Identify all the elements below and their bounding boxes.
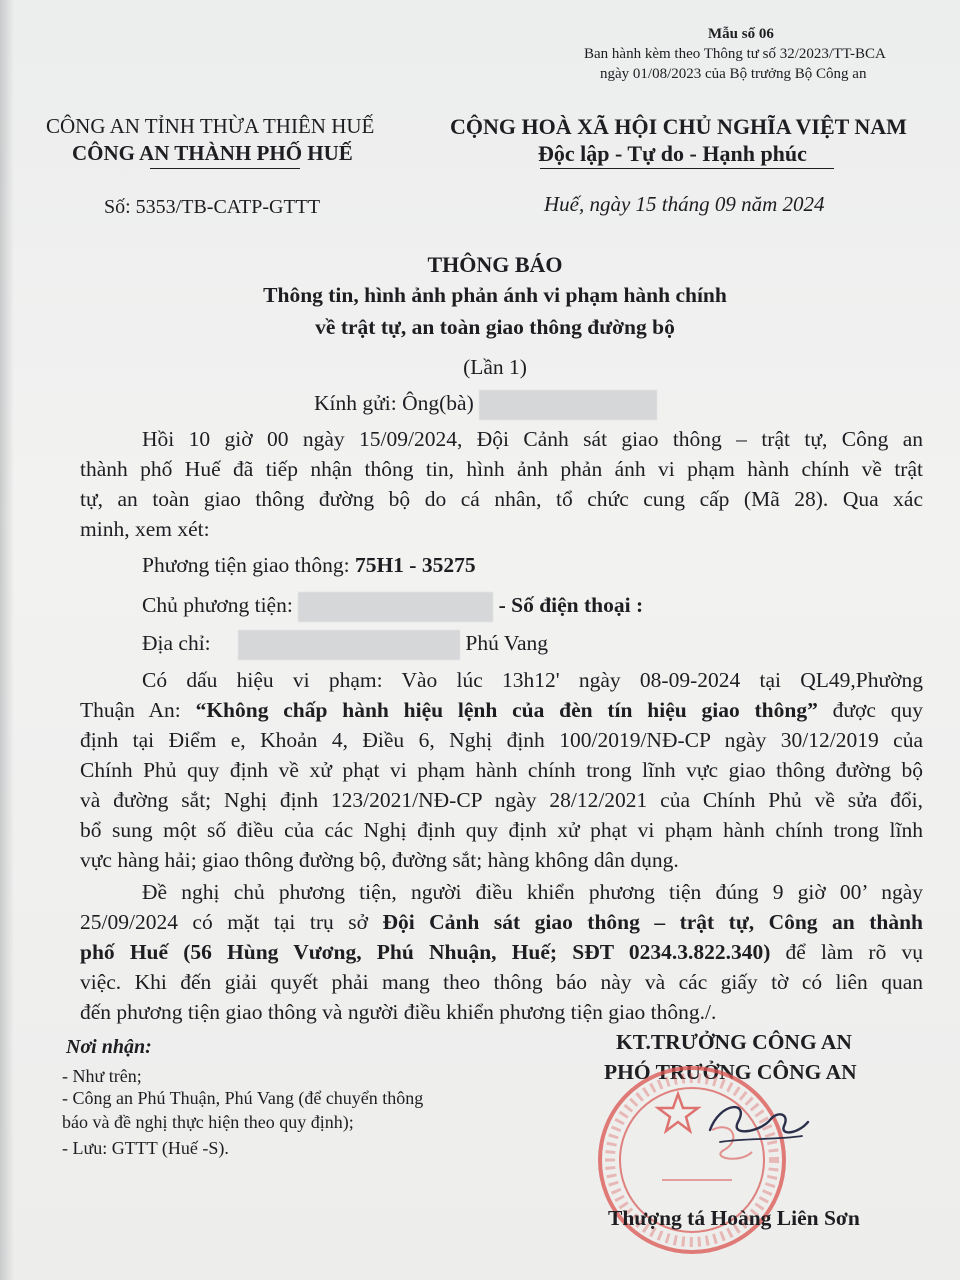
phone-label: - Số điện thoại : [498,593,644,617]
form-issued-line2: ngày 01/08/2023 của Bộ trưởng Bộ Công an [600,66,867,82]
vehicle-label: Phương tiện giao thông: [142,553,355,577]
intro-line-1: Hồi 10 giờ 00 ngày 15/09/2024, Đội Cảnh sát giao thông – trật tự, Công an [142,427,923,451]
violation-line-1: Có dấu hiệu vi phạm: Vào lúc 13h12' ngày 08-09-2024 tại QL49,Phường [142,668,923,692]
place-date: Huế, ngày 15 tháng 09 năm 2024 [544,192,825,216]
recipient-item-1: - Như trên; [62,1066,142,1086]
document-subtitle-1: Thông tin, hình ảnh phản ánh vi phạm hành chính [263,283,727,307]
address-line [142,628,548,660]
vehicle-line [142,550,476,580]
signature-title-2: PHÓ TRƯỞNG CÔNG AN [604,1060,857,1084]
request-date: 25/09/2024 có mặt tại trụ sở [80,910,383,934]
form-issued-line1: Ban hành kèm theo Thông tư số 32/2023/TT-BCA [584,46,886,62]
violation-description: “Không chấp hành hiệu lệnh của đèn tín hiệu giao thông” [195,698,818,722]
motto-underline [540,168,834,169]
violation-line-3: định tại Điểm e, Khoản 4, Điều 6, Nghị định 100/2019/NĐ-CP ngày 30/12/2019 của [80,728,923,752]
recipient-label: Kính gửi: Ông(bà) [314,391,474,415]
violation-line-6: bổ sung một số điều của các Nghị định quy định xử phạt vi phạm hành chính trong lĩnh [80,818,923,842]
recipients-heading: Nơi nhận: [66,1036,152,1058]
notice-round: (Lần 1) [463,355,527,379]
recipient-item-2a: - Công an Phú Thuận, Phú Vang (để chuyển thông [62,1088,424,1108]
intro-line-3: tự, an toàn giao thông đường bộ do cá nhân, tổ chức cung cấp (Mã 28). Qua xác [80,487,923,511]
request-office: Đội Cảnh sát giao thông – trật tự, Công an thành [382,910,923,934]
address-district: Phú Vang [465,631,549,655]
document-subtitle-2: về trật tự, an toàn giao thông đường bộ [315,315,675,339]
violation-line-2-tail: được quy [817,698,923,722]
recipient-item-3: - Lưu: GTTT (Huế -S). [62,1138,229,1158]
form-number: Mẫu số 06 [708,26,774,42]
violation-line-7: vực hàng hải; giao thông đường bộ, đường sắt; hàng không dân dụng. [80,848,679,872]
agency-name: CÔNG AN THÀNH PHỐ HUẾ [72,141,353,165]
request-line-2 [80,907,923,937]
owner-line [142,590,643,622]
recipient-line [314,388,657,420]
request-line-4: việc. Khi đến giải quyết phải mang theo thông báo này và các giấy tờ có liên quan [80,970,923,994]
recipient-item-2b: báo và đề nghị thực hiện theo quy định); [62,1112,354,1132]
agency-underline [150,168,300,169]
signature-title-1: KT.TRƯỞNG CÔNG AN [616,1030,852,1054]
violation-line-2 [80,695,923,725]
intro-line-2: thành phố Huế đã tiếp nhận thông tin, hình ảnh phản ánh vi phạm hành chính về trật [80,457,923,481]
handwritten-signature [690,1092,820,1162]
violation-location: Thuận An: [80,698,196,722]
request-line-3 [80,937,923,967]
signatory-name: Thượng tá Hoàng Liên Sơn [608,1206,860,1230]
violation-line-4: Chính Phủ quy định về xử phạt vi phạm hành chính trong lĩnh vực giao thông đường bộ [80,758,923,782]
request-line-1: Đề nghị chủ phương tiện, người điều khiển phương tiện đúng 9 giờ 00’ ngày [142,880,923,904]
page-shadow [0,0,14,1280]
document-title: THÔNG BÁO [427,252,563,277]
intro-line-4: minh, xem xét: [80,517,210,541]
redacted-owner-name [298,592,493,622]
office-address: phố Huế (56 Hùng Vương, Phú Nhuận, Huế; SĐT 0234.3.822.340) [80,940,771,964]
license-plate: 75H1 - 35275 [354,553,476,577]
national-motto: Độc lập - Tự do - Hạnh phúc [538,141,807,166]
violation-line-5: và đường sắt; Nghị định 123/2021/NĐ-CP ngày 28/12/2021 của Chính Phủ về sửa đổi, [80,788,923,812]
redacted-address [238,630,460,660]
owner-label: Chủ phương tiện: [142,593,293,617]
agency-parent: CÔNG AN TỈNH THỪA THIÊN HUẾ [46,114,375,138]
address-label: Địa chỉ: [142,631,211,655]
document-number: Số: 5353/TB-CATP-GTTT [104,196,321,218]
request-line-3-tail: để làm rõ vụ [770,940,923,964]
redacted-recipient-name [479,390,657,420]
request-line-5: đến phương tiện giao thông và người điều khiển phương tiện giao thông./. [80,1000,717,1024]
nation-title: CỘNG HOÀ XÃ HỘI CHỦ NGHĨA VIỆT NAM [450,114,907,139]
